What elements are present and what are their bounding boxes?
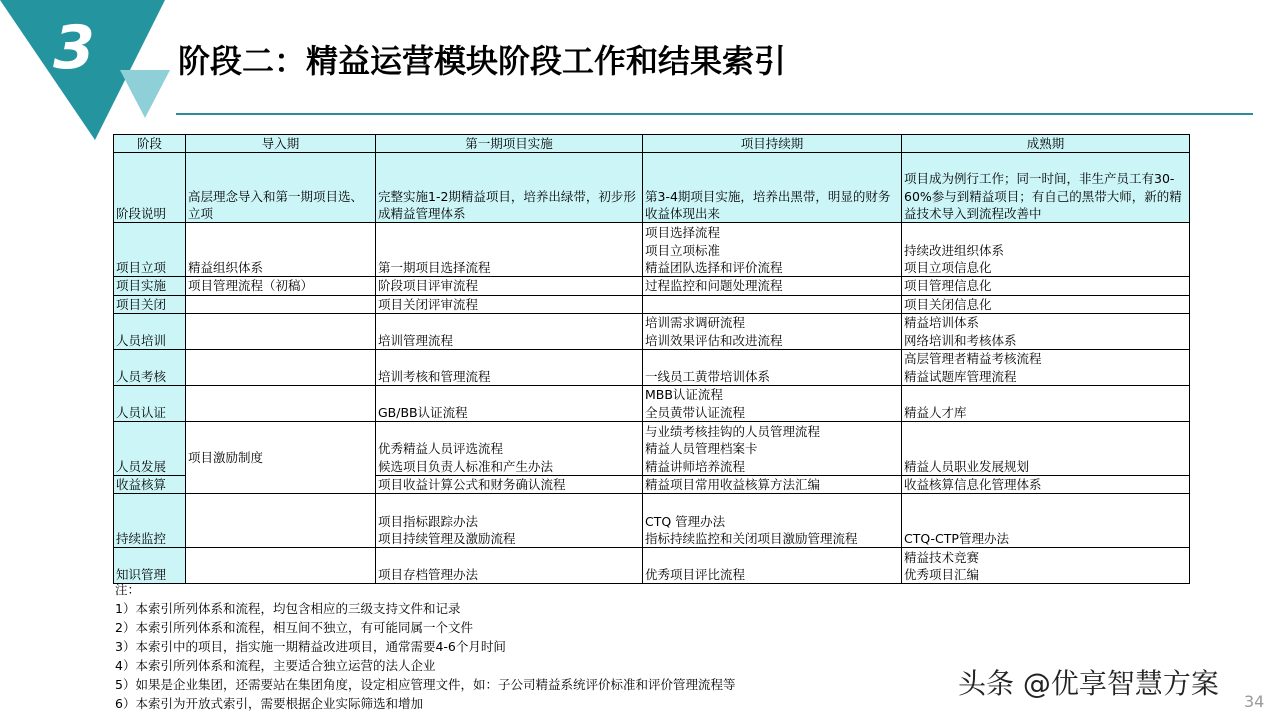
cell: 高层理念导入和第一期项目选、立项 bbox=[186, 153, 376, 223]
note-item: 6）本索引为开放式索引，需要根据企业实际筛选和增加 bbox=[115, 696, 423, 711]
table-row bbox=[114, 277, 1190, 295]
cell: 阶段项目评审流程 bbox=[376, 277, 643, 295]
table-row bbox=[114, 494, 1190, 548]
page-number: 34 bbox=[1244, 692, 1265, 711]
cell: 第一期项目选择流程 bbox=[376, 223, 643, 277]
cell: 项目管理流程（初稿） bbox=[186, 277, 376, 295]
row-stage: 收益核算 bbox=[114, 475, 186, 493]
cell: 精益技术竞赛 优秀项目汇编 bbox=[902, 548, 1190, 584]
table-row bbox=[114, 349, 1190, 385]
light-triangle bbox=[120, 70, 170, 118]
cell: 与业绩考核挂钩的人员管理流程 精益人员管理档案卡 精益讲师培养流程 bbox=[643, 421, 902, 475]
cell: 精益项目常用收益核算方法汇编 bbox=[643, 475, 902, 493]
cell: CTQ-CTP管理办法 bbox=[902, 494, 1190, 548]
table-row bbox=[114, 313, 1190, 349]
cell: 项目成为例行工作；同一时间，非生产员工有30-60%参与到精益项目；有自己的黑带大师，新的精益技术导入到流程改善中 bbox=[902, 153, 1190, 223]
row-stage: 持续监控 bbox=[114, 494, 186, 548]
table-row bbox=[114, 295, 1190, 313]
cell: 完整实施1-2期精益项目，培养出绿带，初步形成精益管理体系 bbox=[376, 153, 643, 223]
table-row bbox=[114, 223, 1190, 277]
cell bbox=[186, 385, 376, 421]
notes-title: 注： bbox=[115, 582, 141, 597]
cell: 精益人员职业发展规划 bbox=[902, 421, 1190, 475]
cell: 优秀项目评比流程 bbox=[643, 548, 902, 584]
header-intro: 导入期 bbox=[186, 135, 376, 153]
table-row bbox=[114, 548, 1190, 584]
cell bbox=[186, 295, 376, 313]
cell: 培训考核和管理流程 bbox=[376, 349, 643, 385]
section-number: 3 bbox=[53, 13, 95, 83]
cell: 过程监控和问题处理流程 bbox=[643, 277, 902, 295]
index-table bbox=[113, 134, 1190, 584]
cell: 优秀精益人员评选流程 候选项目负责人标准和产生办法 bbox=[376, 421, 643, 475]
cell: 项目关闭信息化 bbox=[902, 295, 1190, 313]
row-stage: 人员认证 bbox=[114, 385, 186, 421]
cell: 项目选择流程 项目立项标准 精益团队选择和评价流程 bbox=[643, 223, 902, 277]
note-item: 1）本索引所列体系和流程，均包含相应的三级支持文件和记录 bbox=[115, 601, 461, 616]
table-row bbox=[114, 153, 1190, 223]
header-phase1: 第一期项目实施 bbox=[376, 135, 643, 153]
cell: 培训需求调研流程 培训效果评估和改进流程 bbox=[643, 313, 902, 349]
cell bbox=[186, 494, 376, 548]
cell: 精益组织体系 bbox=[186, 223, 376, 277]
cell: GB/BB认证流程 bbox=[376, 385, 643, 421]
notes-block bbox=[115, 580, 735, 713]
cell bbox=[186, 313, 376, 349]
row-stage: 项目关闭 bbox=[114, 295, 186, 313]
cell: 项目关闭评审流程 bbox=[376, 295, 643, 313]
cell-merged: 项目激励制度 bbox=[186, 421, 376, 493]
note-item: 2）本索引所列体系和流程，相互间不独立，有可能同属一个文件 bbox=[115, 620, 473, 635]
row-stage: 人员培训 bbox=[114, 313, 186, 349]
note-item: 3）本索引中的项目，指实施一期精益改进项目，通常需要4-6个月时间 bbox=[115, 639, 506, 654]
cell: 收益核算信息化管理体系 bbox=[902, 475, 1190, 493]
cell: MBB认证流程 全员黄带认证流程 bbox=[643, 385, 902, 421]
cell: 项目管理信息化 bbox=[902, 277, 1190, 295]
cell: 项目收益计算公式和财务确认流程 bbox=[376, 475, 643, 493]
cell: 项目存档管理办法 bbox=[376, 548, 643, 584]
row-stage: 人员发展 bbox=[114, 421, 186, 475]
cell: 培训管理流程 bbox=[376, 313, 643, 349]
cell bbox=[643, 295, 902, 313]
cell: CTQ 管理办法 指标持续监控和关闭项目激励管理流程 bbox=[643, 494, 902, 548]
cell bbox=[186, 548, 376, 584]
page-title: 阶段二：精益运营模块阶段工作和结果索引 bbox=[178, 42, 787, 80]
header-stage: 阶段 bbox=[114, 135, 186, 153]
row-stage: 项目实施 bbox=[114, 277, 186, 295]
cell: 高层管理者精益考核流程 精益试题库管理流程 bbox=[902, 349, 1190, 385]
cell: 精益培训体系 网络培训和考核体系 bbox=[902, 313, 1190, 349]
note-item: 5）如果是企业集团，还需要站在集团角度，设定相应管理文件，如：子公司精益系统评价标准和评价管理流程等 bbox=[115, 677, 736, 692]
note-item: 4）本索引所列体系和流程，主要适合独立运营的法人企业 bbox=[115, 658, 436, 673]
cell: 第3-4期项目实施，培养出黑带，明显的财务收益体现出来 bbox=[643, 153, 902, 223]
table-row bbox=[114, 385, 1190, 421]
table-header-row bbox=[114, 135, 1190, 153]
watermark: 头条 @优享智慧方案 bbox=[958, 667, 1219, 700]
table-row bbox=[114, 421, 1190, 475]
row-stage: 人员考核 bbox=[114, 349, 186, 385]
title-divider bbox=[176, 113, 1253, 115]
cell: 持续改进组织体系 项目立项信息化 bbox=[902, 223, 1190, 277]
cell: 精益人才库 bbox=[902, 385, 1190, 421]
row-stage: 项目立项 bbox=[114, 223, 186, 277]
row-stage: 阶段说明 bbox=[114, 153, 186, 223]
cell bbox=[186, 349, 376, 385]
row-stage: 知识管理 bbox=[114, 548, 186, 584]
cell: 一线员工黄带培训体系 bbox=[643, 349, 902, 385]
header-continuing: 项目持续期 bbox=[643, 135, 902, 153]
cell: 项目指标跟踪办法 项目持续管理及激励流程 bbox=[376, 494, 643, 548]
header-mature: 成熟期 bbox=[902, 135, 1190, 153]
